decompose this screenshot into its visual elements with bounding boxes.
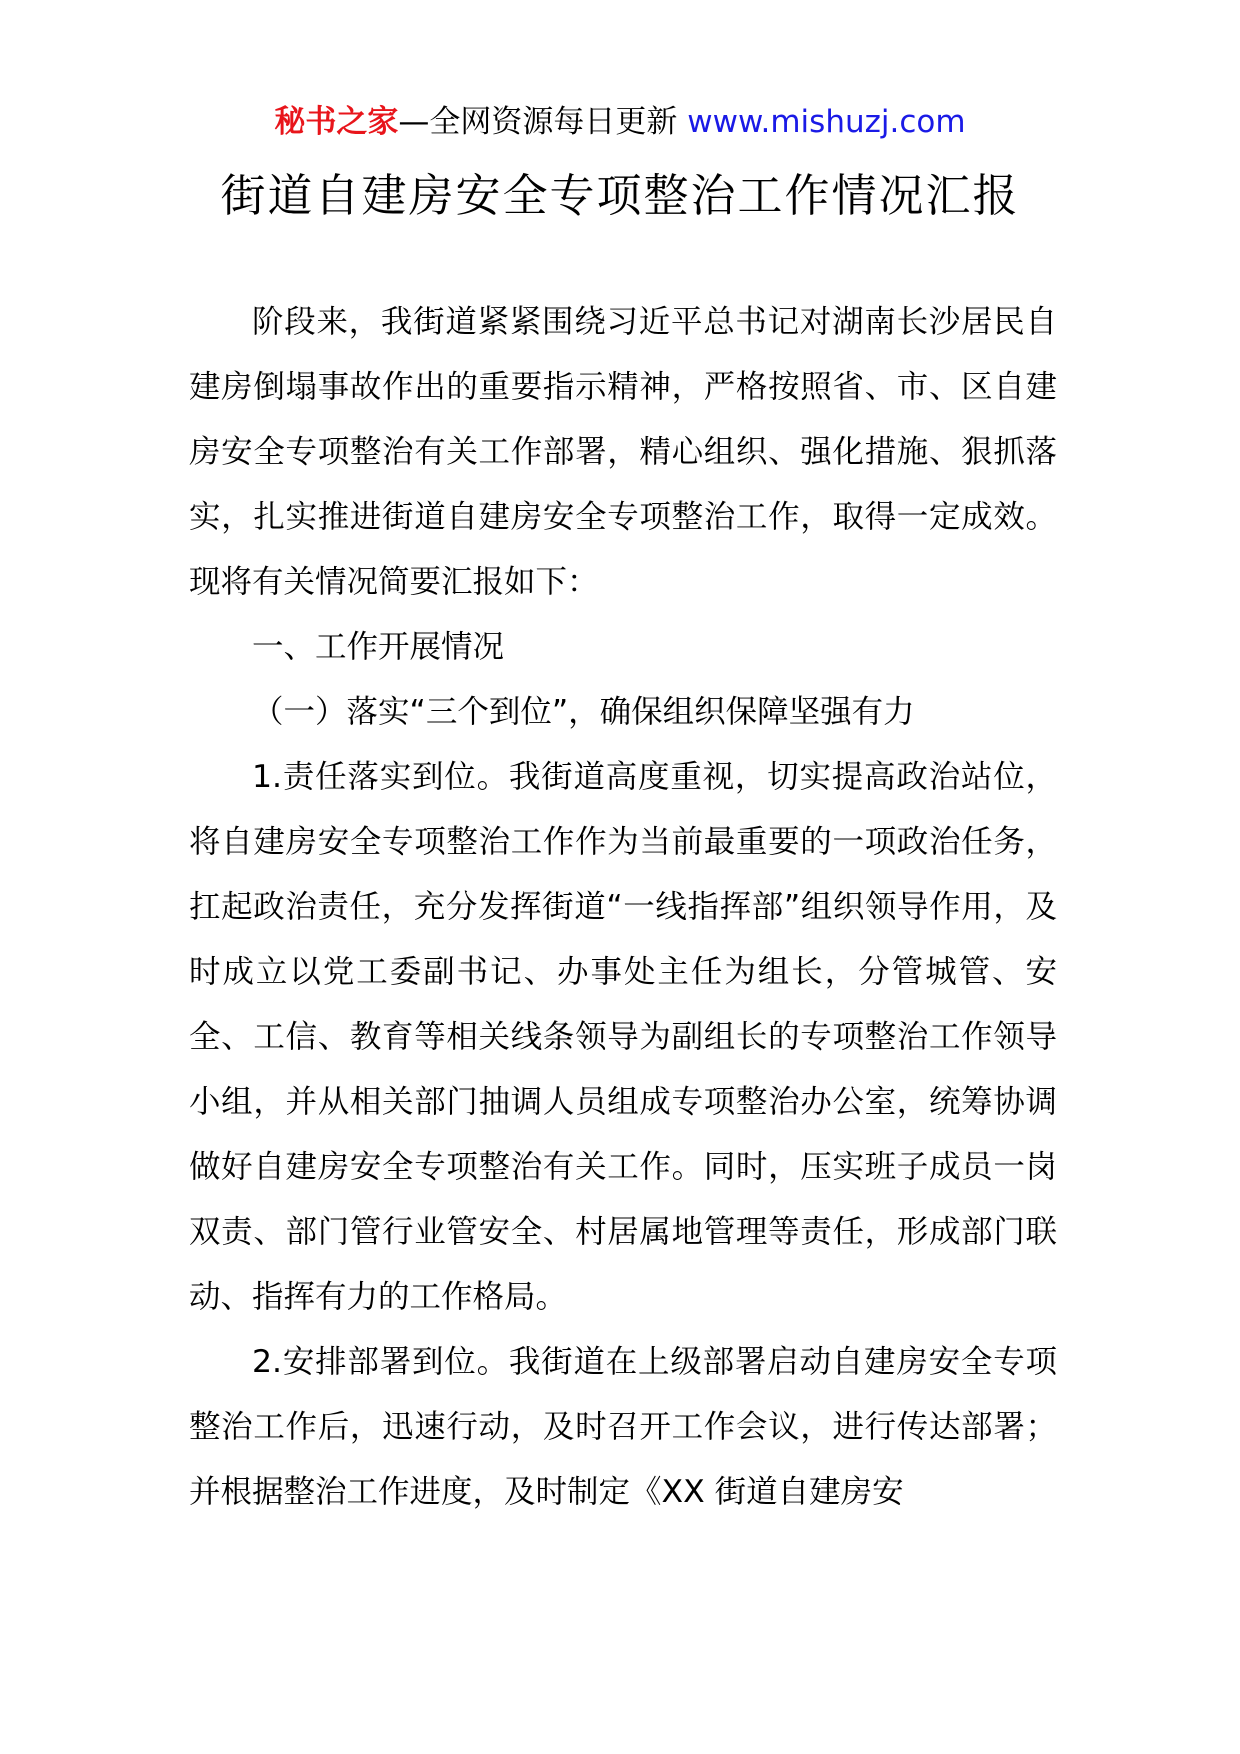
intro-paragraph: 阶段来，我街道紧紧围绕习近平总书记对湖南长沙居民自建房倒塌事故作出的重要指示精神，严格按照省、市、区自建房安全专项整治有关工作部署，精心组织、强化措施、狠抓落实，扎实推进街道自建房安全专项整治工作，取得一定成效。现将有关情况简要汇报如下： — [189, 304, 1057, 600]
section-heading-1: 一、工作开展情况 — [252, 629, 505, 665]
site-banner — [0, 100, 1240, 144]
document-title: 街道自建房安全专项整治工作情况汇报 — [220, 169, 1020, 222]
document-body — [189, 290, 1057, 1525]
site-brand: 秘书之家 — [274, 104, 399, 140]
site-slogan: —全网资源每日更新 — [398, 104, 678, 140]
paragraph-deployment: 2.安排部署到位。我街道在上级部署启动自建房安全专项整治工作后，迅速行动，及时召开工作会议，进行传达部署；并根据整治工作进度，及时制定《XX 街道自建房安 — [189, 1344, 1057, 1510]
subsection-heading-1: （一）落实“三个到位”，确保组织保障坚强有力 — [252, 694, 915, 730]
paragraph-responsibility: 1.责任落实到位。我街道高度重视，切实提高政治站位，将自建房安全专项整治工作作为当前最重要的一项政治任务，扛起政治责任，充分发挥街道“一线指挥部”组织领导作用，及时成立以党工委副书记、办事处主任为组长，分管城管、安全、工信、教育等相关线条领导为副组长的专项整治工作领导小组，并从相关部门抽调人员组成专项整治办公室，统筹协调做好自建房安全专项整治有关工作。同时，压实班子成员一岗双责、部门管行业管安全、村居属地管理等责任，形成部门联动、指挥有力的工作格局。 — [189, 759, 1057, 1315]
site-url-link[interactable]: www.mishuzj.com — [687, 104, 966, 140]
